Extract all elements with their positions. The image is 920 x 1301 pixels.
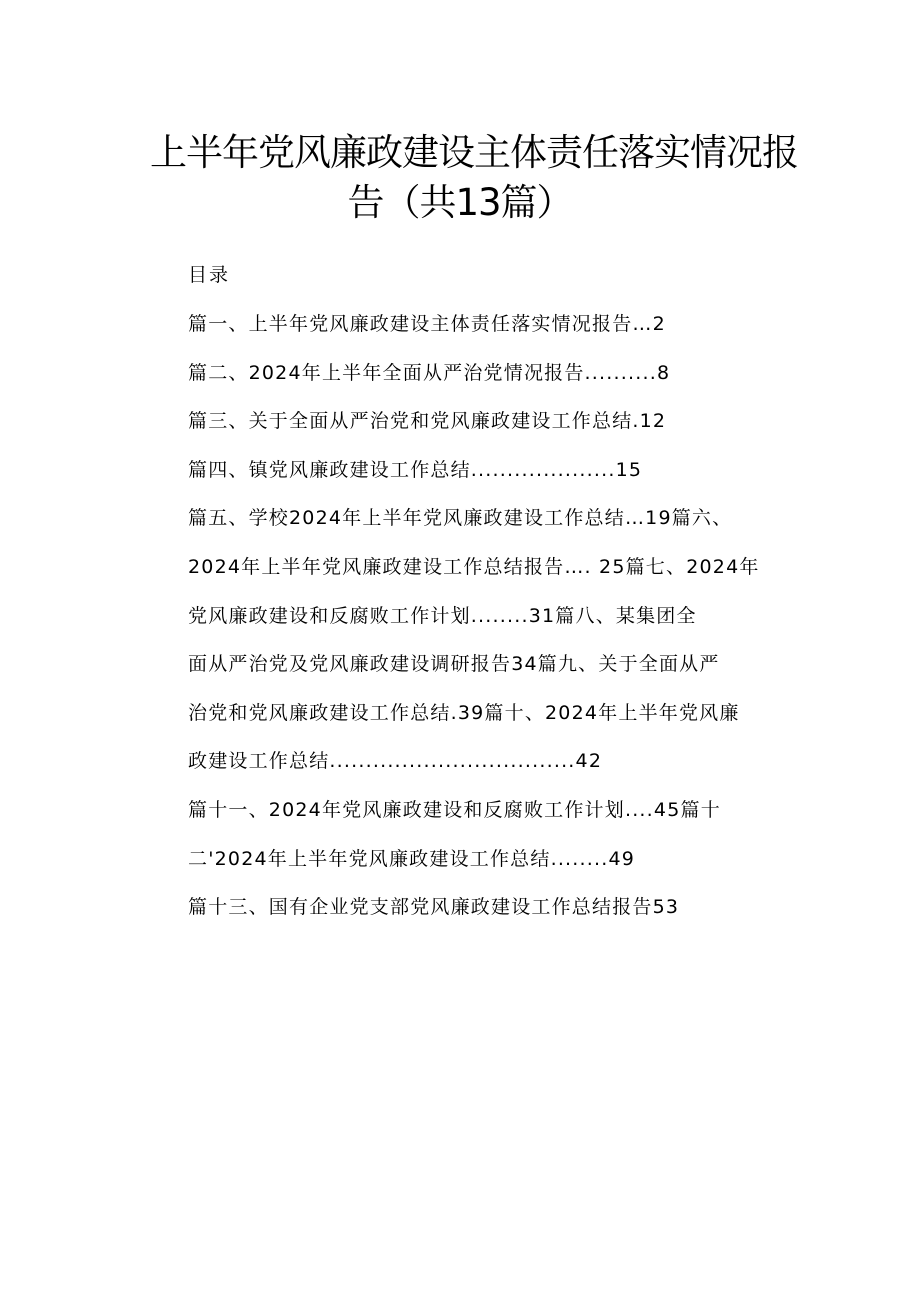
table-of-contents <box>188 309 808 941</box>
toc-line: 政建设工作总结..................................42 <box>188 750 603 773</box>
toc-line: 篇一、上半年党风廉政建设主体责任落实情况报告…2 <box>188 313 666 335</box>
toc-line: 2024年上半年党风廉政建设工作总结报告…. 25篇七、2024年 <box>188 555 760 578</box>
toc-line: 篇五、学校2024年上半年党风廉政建设工作总结…19篇六、 <box>188 507 733 530</box>
toc-line: 二'2024年上半年党风廉政建设工作总结........49 <box>188 847 636 870</box>
document-title-line-2: 告（共13篇） <box>347 181 573 224</box>
document-title <box>150 128 798 228</box>
toc-line: 治党和党风廉政建设工作总结.39篇十、2024年上半年党风廉 <box>188 701 740 724</box>
toc-line: 面从严治党及党风廉政建设调研报告34篇九、关于全面从严 <box>188 653 720 676</box>
toc-line: 篇十一、2024年党风廉政建设和反腐败工作计划....45篇十 <box>188 798 721 821</box>
toc-heading: 目录 <box>188 264 231 286</box>
toc-line: 党风廉政建设和反腐败工作计划........31篇八、某集团全 <box>188 604 697 627</box>
toc-line: 篇四、镇党风廉政建设工作总结....................15 <box>188 458 643 481</box>
document-title-line-1: 上半年党风廉政建设主体责任落实情况报 <box>150 131 798 174</box>
toc-line: 篇三、关于全面从严治党和党风廉政建设工作总结.12 <box>188 410 667 433</box>
toc-line: 篇二、2024年上半年全面从严治党情况报告..........8 <box>188 361 671 384</box>
toc-line: 篇十三、国有企业党支部党风廉政建设工作总结报告53 <box>188 896 680 919</box>
